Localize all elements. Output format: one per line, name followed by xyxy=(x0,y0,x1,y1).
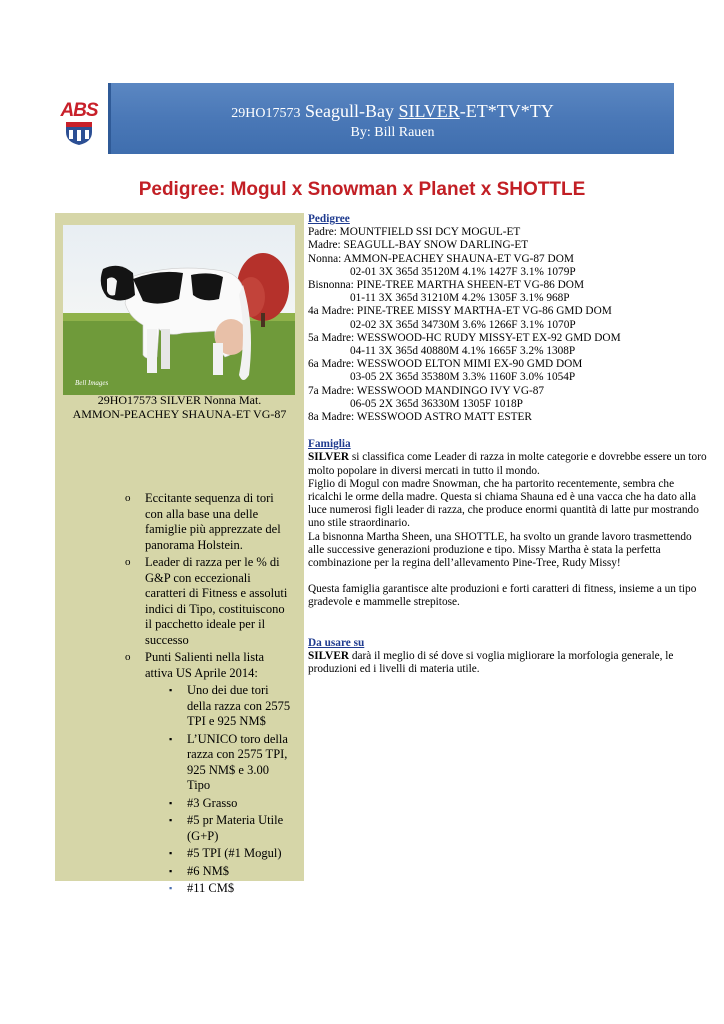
square-bullet-icon: ▪ xyxy=(169,685,173,695)
famiglia-paragraph: Questa famiglia garantisce alte produzioni e forti caratteri di fitness, insieme a un tipo gradevole e mammelle strepitose. xyxy=(308,583,697,609)
uso-paragraph xyxy=(308,650,708,676)
pedigree-line: 6a Madre: WESSWOOD ELTON MIMI EX-90 GMD DOM xyxy=(308,358,583,371)
pedigree-heading: Pedigree xyxy=(308,213,350,225)
bull-code: 29HO17573 xyxy=(231,106,301,121)
production-record: 01-11 3X 365d 31210M 4.2% 1305F 3.1% 968P xyxy=(350,292,570,305)
circle-bullet-icon: o xyxy=(125,492,131,504)
sub-list-item xyxy=(55,813,304,844)
pedigree-line: Padre: MOUNTFIELD SSI DCY MOGUL-ET xyxy=(308,226,521,239)
page-title: Pedigree: Mogul x Snowman x Planet x SHOTTLE xyxy=(138,179,586,200)
sub-bullet-text: L’UNICO toro della razza con 2575 TPI, 925 NM$ e 3.00 Tipo xyxy=(187,731,288,792)
circle-bullet-icon: o xyxy=(125,651,131,663)
pedigree-line: 7a Madre: WESSWOOD MANDINGO IVY VG-87 xyxy=(308,384,545,397)
famiglia-text: si classifica come Leader di razza in molte categorie e dovrebbe essere un toro molto popolare in diversi mercati in tutto il mondo. xyxy=(308,451,707,477)
square-bullet-icon: ▪ xyxy=(169,797,173,808)
production-record: 06-05 2X 365d 36330M 1305F 1018P xyxy=(350,397,523,410)
sub-list-item xyxy=(55,864,304,880)
list-item xyxy=(55,555,304,648)
square-bullet-icon: ▪ xyxy=(169,815,173,825)
abs-shield-icon xyxy=(64,120,94,146)
production-record: 02-01 3X 365d 35120M 4.1% 1427F 3.1% 1079P xyxy=(350,265,576,278)
pedigree-line: Madre: SEAGULL-BAY SNOW DARLING-ET xyxy=(308,239,529,252)
sub-list-item xyxy=(55,881,304,897)
abs-logo-text: ABS xyxy=(60,100,98,121)
pedigree-line: 5a Madre: WESSWOOD-HC RUDY MISSY-ET EX-92 GMD DOM xyxy=(308,331,621,344)
square-bullet-icon: ▪ xyxy=(169,848,173,858)
photo-caption xyxy=(55,393,304,421)
list-item xyxy=(55,491,304,553)
pedigree-line: 8a Madre: WESSWOOD ASTRO MATT ESTER xyxy=(308,411,532,424)
famiglia-paragraph: La bisnonna Martha Sheen, una SHOTTLE, ha svolto un grande lavoro trasmettendo alle successive generazioni produzione e tipo. Missy Martha è stata la perfetta combinazione per la regina dell’allevamento Pine-Tree, Rudy Missy! xyxy=(308,530,692,570)
sub-list-item xyxy=(55,732,304,794)
production-record: 02-02 3X 365d 34730M 3.6% 1266F 3.1% 1070P xyxy=(350,318,576,331)
circle-bullet-icon: o xyxy=(125,556,131,568)
famiglia-heading: Famiglia xyxy=(308,438,351,451)
sub-bullet-text: #6 NM$ xyxy=(187,863,230,878)
square-bullet-icon: ▪ xyxy=(169,865,173,876)
pedigree-line: 4a Madre: PINE-TREE MISSY MARTHA-ET VG-86 GMD DOM xyxy=(308,305,612,318)
sub-bullet-text: Uno dei due tori della razza con 2575 TPI e 925 NM$ xyxy=(187,683,291,728)
bull-name-bold: SILVER xyxy=(398,101,460,121)
bullet-text: Leader di razza per le % di G&P con eccezionali caratteri di Fitness e assoluti indici di Tipo, costituiscono il pacchetto ideale per il successo xyxy=(145,555,288,647)
caption-line2: AMMON-PEACHEY SHAUNA-ET VG-87 xyxy=(72,407,287,421)
header-banner xyxy=(108,83,674,154)
bull-name-suffix: -ET*TV*TY xyxy=(459,101,554,121)
famiglia-paragraph: Figlio di Mogul con madre Snowman, che ha partorito recentemente, sembra che ricalchi le orme della madre. Questa si chiama Shauna ed è una vacca che ha dato alla luce numerosi figli leader di razza, che produce enormi quantità di latte pur mostrando uno stile straordinario. xyxy=(308,477,699,530)
sub-bullet-text: #11 CM$ xyxy=(187,881,235,895)
square-bullet-icon: ▪ xyxy=(169,883,173,893)
sub-bullet-text: #5 TPI (#1 Mogul) xyxy=(187,846,282,860)
bull-name-bold: SILVER xyxy=(308,649,350,662)
sub-list-item xyxy=(55,796,304,812)
left-panel xyxy=(55,213,304,895)
caption-line1: 29HO17573 SILVER Nonna Mat. xyxy=(97,393,262,407)
square-bullet-icon: ▪ xyxy=(169,733,173,744)
uso-heading: Da usare su xyxy=(308,636,365,649)
photo-watermark: Bell Images xyxy=(75,379,109,387)
bullet-text: Eccitante sequenza di tori con alla base una delle famiglie più apprezzate del panorama Holstein. xyxy=(145,491,281,552)
bull-author: By: Bill Rauen xyxy=(350,125,435,140)
bull-name-bold: SILVER xyxy=(308,451,350,464)
production-record: 03-05 2X 365d 35380M 3.3% 1160F 3.0% 1054P xyxy=(350,371,576,384)
bullet-text: Punti Salienti nella lista attiva US Aprile 2014: xyxy=(145,650,265,680)
list-item xyxy=(55,650,304,681)
cow-photo xyxy=(63,225,295,403)
pedigree-line: Nonna: AMMON-PEACHEY SHAUNA-ET VG-87 DOM xyxy=(308,252,574,265)
sub-bullet-text: #3 Grasso xyxy=(187,795,238,810)
bull-name xyxy=(111,101,674,122)
sub-bullet-text: #5 pr Materia Utile (G+P) xyxy=(187,813,284,843)
production-record: 04-11 3X 365d 40880M 4.1% 1665F 3.2% 1308P xyxy=(350,345,576,358)
sub-list-item xyxy=(55,846,304,862)
holstein-cow-photo xyxy=(63,225,295,395)
bull-name-prefix: Seagull-Bay xyxy=(304,101,399,121)
pedigree-line: Bisnonna: PINE-TREE MARTHA SHEEN-ET VG-86 DOM xyxy=(308,279,584,292)
right-column xyxy=(308,213,708,676)
uso-text: darà il meglio di sé dove si voglia migliorare la morfologia generale, le produzioni ed i livelli di materia utile. xyxy=(308,649,674,676)
highlights-list xyxy=(55,491,304,899)
famiglia-paragraph xyxy=(308,451,708,477)
abs-logo xyxy=(56,98,102,148)
sub-list-item xyxy=(55,683,304,730)
